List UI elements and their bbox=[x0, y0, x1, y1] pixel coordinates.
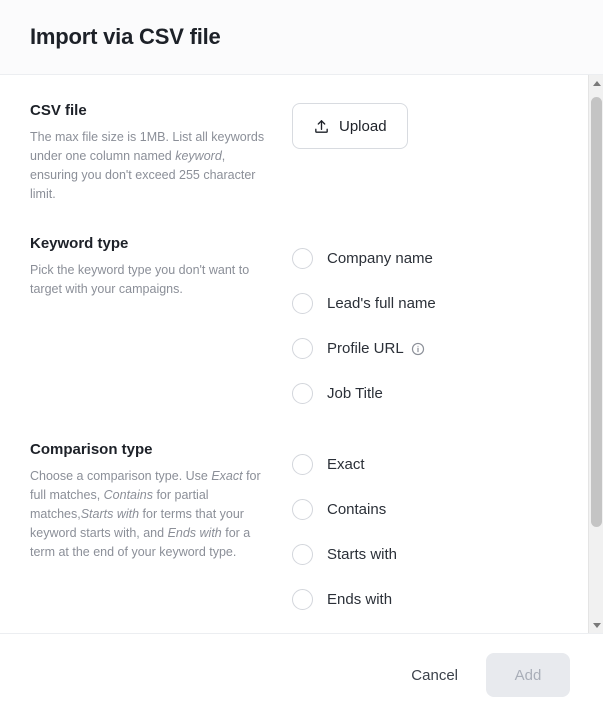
radio-ends-with[interactable] bbox=[292, 577, 568, 622]
radio-label-wrap bbox=[327, 340, 425, 357]
radio-indicator bbox=[292, 454, 313, 475]
keyword-type-radio-group bbox=[292, 234, 568, 416]
add-button[interactable]: Add bbox=[486, 653, 570, 697]
radio-label: Starts with bbox=[327, 546, 398, 563]
scrollbar-thumb[interactable] bbox=[591, 97, 602, 527]
radio-starts-with[interactable] bbox=[292, 532, 568, 577]
radio-label: Exact bbox=[327, 456, 365, 473]
section-desc-csv-file: The max file size is 1MB. List all keywords under one column named keyword, ensuring you don't exceed 255 character limit. bbox=[30, 130, 265, 201]
section-comparison-type bbox=[0, 440, 588, 622]
section-desc-comparison-type: Choose a comparison type. Use Exact for full matches, Contains for partial matches,Starts with for terms that your keyword starts with, and Ends with for a term at the end of your keyword type. bbox=[30, 469, 261, 559]
comparison-type-radio-group bbox=[292, 440, 568, 622]
radio-label: Ends with bbox=[327, 591, 393, 608]
radio-label: Lead's full name bbox=[327, 295, 436, 312]
page-title: Import via CSV file bbox=[30, 24, 221, 49]
radio-indicator bbox=[292, 293, 313, 314]
radio-label: Profile URL bbox=[327, 340, 404, 357]
cancel-button[interactable]: Cancel bbox=[397, 655, 472, 696]
radio-company-name[interactable] bbox=[292, 236, 568, 281]
section-keyword-type bbox=[0, 234, 588, 416]
upload-icon bbox=[313, 118, 330, 135]
radio-job-title[interactable] bbox=[292, 371, 568, 416]
section-label-keyword-type: Keyword type bbox=[30, 235, 129, 252]
section-label-csv-file: CSV file bbox=[30, 102, 87, 119]
section-label-comparison-type: Comparison type bbox=[30, 441, 153, 458]
radio-indicator bbox=[292, 589, 313, 610]
scrollbar-up-arrow[interactable] bbox=[589, 75, 603, 91]
chevron-up-icon bbox=[593, 81, 601, 86]
dialog-header bbox=[0, 0, 603, 75]
info-icon[interactable] bbox=[411, 342, 425, 356]
section-csv-file-control bbox=[292, 101, 568, 149]
radio-label: Contains bbox=[327, 501, 387, 518]
radio-indicator bbox=[292, 544, 313, 565]
radio-indicator bbox=[292, 248, 313, 269]
radio-profile-url[interactable] bbox=[292, 326, 568, 371]
section-csv-file bbox=[0, 101, 588, 204]
upload-button-label: Upload bbox=[339, 117, 387, 135]
radio-indicator bbox=[292, 338, 313, 359]
section-keyword-type-text bbox=[30, 234, 292, 299]
dialog-footer bbox=[0, 633, 603, 716]
scrollbar-down-arrow[interactable] bbox=[589, 617, 603, 633]
radio-indicator bbox=[292, 499, 313, 520]
upload-button[interactable] bbox=[292, 103, 408, 149]
section-comparison-type-text bbox=[30, 440, 292, 562]
section-csv-file-text bbox=[30, 101, 292, 204]
dialog-body bbox=[0, 75, 603, 633]
radio-exact[interactable] bbox=[292, 442, 568, 487]
chevron-down-icon bbox=[593, 623, 601, 628]
scroll-content bbox=[0, 75, 588, 633]
radio-leads-full-name[interactable] bbox=[292, 281, 568, 326]
radio-label: Company name bbox=[327, 250, 433, 267]
section-desc-keyword-type: Pick the keyword type you don't want to target with your campaigns. bbox=[30, 263, 250, 296]
radio-label: Job Title bbox=[327, 385, 383, 402]
radio-contains[interactable] bbox=[292, 487, 568, 532]
radio-indicator bbox=[292, 383, 313, 404]
vertical-scrollbar[interactable] bbox=[588, 75, 603, 633]
